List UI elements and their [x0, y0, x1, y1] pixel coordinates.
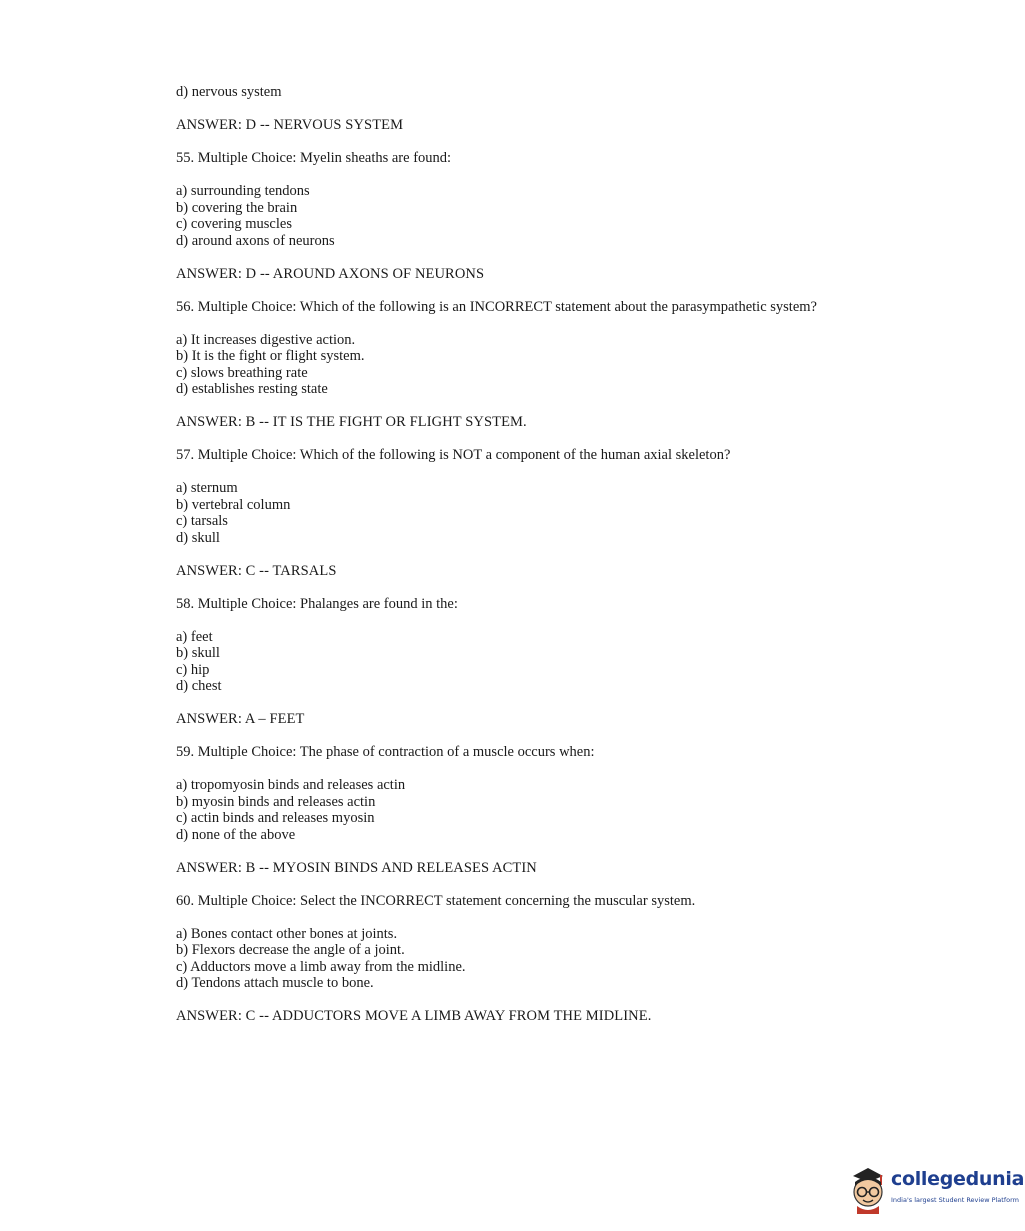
q58-option-b: b) skull	[176, 645, 220, 661]
q59-option-d: d) none of the above	[176, 826, 296, 843]
q58-option-c: c) hip	[176, 661, 210, 678]
q56-option-c: c) slows breathing rate	[176, 364, 308, 381]
document-page	[176, 84, 876, 1025]
q59-option-a: a) tropomyosin binds and releases actin	[176, 777, 406, 793]
question-55: 55. Multiple Choice: Myelin sheaths are found:	[176, 150, 452, 166]
q58-option-a: a) feet	[176, 628, 213, 645]
q56-option-d: d) establishes resting state	[176, 381, 328, 397]
prev-option-d: d) nervous system	[176, 84, 282, 100]
q55-option-c: c) covering muscles	[176, 216, 292, 232]
q55-option-d: d) around axons of neurons	[176, 232, 335, 249]
question-59: 59. Multiple Choice: The phase of contraction of a muscle occurs when:	[176, 744, 595, 760]
logo-name: collegedunia	[891, 1168, 1025, 1190]
q60-answer: ANSWER: C -- ADDUCTORS MOVE A LIMB AWAY FROM THE MIDLINE.	[176, 1008, 652, 1024]
q58-option-d: d) chest	[176, 678, 222, 694]
question-56: 56. Multiple Choice: Which of the following is an INCORRECT statement about the parasympathetic system?	[176, 298, 817, 315]
q57-option-d: d) skull	[176, 529, 220, 546]
q57-answer: ANSWER: C -- TARSALS	[176, 562, 337, 579]
q57-option-b: b) vertebral column	[176, 496, 291, 513]
question-60: 60. Multiple Choice: Select the INCORRECT statement concerning the muscular system.	[176, 892, 696, 909]
question-57: 57. Multiple Choice: Which of the following is NOT a component of the human axial skeleton?	[176, 447, 731, 463]
q56-option-a: a) It increases digestive action.	[176, 331, 356, 348]
q60-option-d: d) Tendons attach muscle to bone.	[176, 975, 374, 991]
q55-answer: ANSWER: D -- AROUND AXONS OF NEURONS	[176, 265, 485, 282]
q60-option-a: a) Bones contact other bones at joints.	[176, 925, 398, 942]
mascot-icon	[845, 1162, 891, 1214]
question-58: 58. Multiple Choice: Phalanges are found in the:	[176, 595, 458, 612]
q56-option-b: b) It is the fight or flight system.	[176, 348, 365, 364]
q59-option-b: b) myosin binds and releases actin	[176, 793, 376, 810]
q60-option-b: b) Flexors decrease the angle of a joint.	[176, 942, 405, 958]
q60-option-c: c) Adductors move a limb away from the midline.	[176, 958, 466, 975]
q56-answer: ANSWER: B -- IT IS THE FIGHT OR FLIGHT SYSTEM.	[176, 414, 527, 430]
q57-option-c: c) tarsals	[176, 513, 228, 529]
prev-answer: ANSWER: D -- NERVOUS SYSTEM	[176, 117, 404, 133]
q58-answer: ANSWER: A – FEET	[176, 711, 305, 727]
collegedunia-logo	[845, 1160, 1025, 1216]
logo-tagline: India's largest Student Review Platform	[891, 1196, 1019, 1204]
q59-answer: ANSWER: B -- MYOSIN BINDS AND RELEASES ACTIN	[176, 859, 537, 876]
q55-option-b: b) covering the brain	[176, 199, 298, 216]
q57-option-a: a) sternum	[176, 480, 238, 496]
q55-option-a: a) surrounding tendons	[176, 183, 310, 199]
q59-option-c: c) actin binds and releases myosin	[176, 810, 375, 826]
